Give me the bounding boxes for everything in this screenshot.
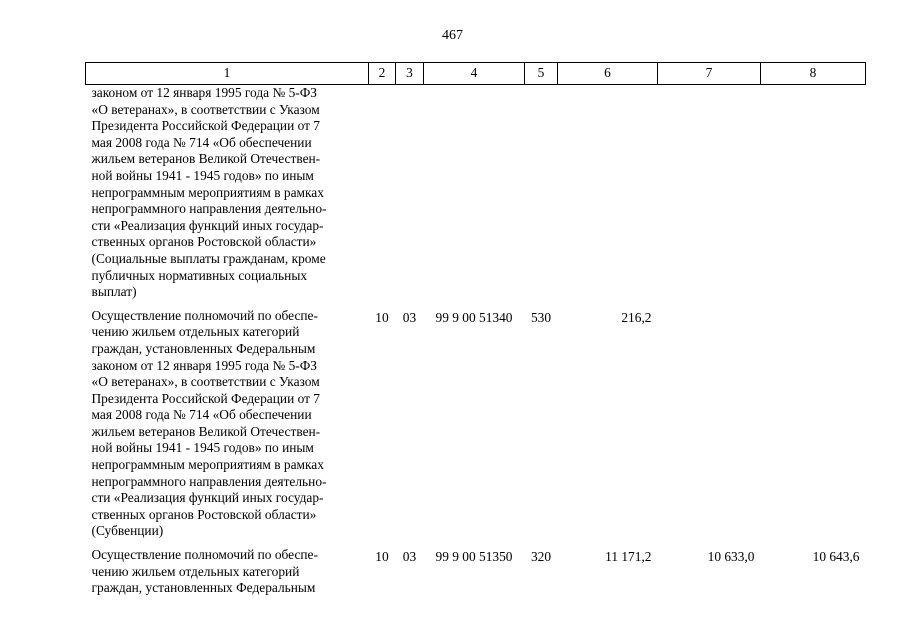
description-line: (Субвенции) — [91, 523, 164, 539]
description-line: чению жильем отдельных категорий — [91, 324, 300, 340]
description-line: законом от 12 января 1995 года № 5-ФЗ — [91, 357, 318, 373]
description-line: «О ветеранах», в соответствии с Указом — [91, 101, 320, 117]
col-header-5: 5 — [525, 63, 558, 85]
budget-table — [85, 62, 866, 597]
cell-section — [369, 85, 396, 301]
description-line: выплат) — [91, 284, 137, 300]
description-line: мая 2008 года № 714 «Об обеспечении — [91, 134, 312, 150]
description-line: непрограммным мероприятиям в рамках — [91, 184, 324, 200]
col-header-7: 7 — [658, 63, 761, 85]
description-line: ной войны 1941 - 1945 годов» по иным — [91, 440, 314, 456]
col-header-8: 8 — [761, 63, 866, 85]
cell-amount-col7: 10 633,0 — [707, 549, 755, 565]
cell-amount-col7 — [658, 85, 761, 301]
cell-target-code: 99 9 00 51340 — [435, 309, 513, 325]
cell-subsection — [396, 85, 424, 301]
cell-amount-col8: 10 643,6 — [812, 549, 860, 565]
col-header-3: 3 — [396, 63, 424, 85]
description-line: ной войны 1941 - 1945 годов» по иным — [91, 167, 314, 183]
table-row — [86, 308, 866, 540]
cell-expense-type — [525, 85, 558, 301]
table-row — [86, 547, 866, 597]
description-line: граждан, установленных Федеральным — [91, 580, 316, 596]
description-line: Президента Российской Федерации от 7 — [91, 118, 320, 134]
col-header-4: 4 — [424, 63, 525, 85]
description-line: Осуществление полномочий по обеспе- — [91, 547, 318, 563]
table-row — [86, 85, 866, 301]
description-line: непрограммного направления деятельно- — [91, 473, 327, 489]
header-row — [86, 63, 866, 85]
cell-amount-col6: 216,2 — [621, 309, 652, 325]
description-line: законом от 12 января 1995 года № 5-ФЗ — [91, 85, 318, 100]
description-line: чению жильем отдельных категорий — [91, 563, 300, 579]
description-line: жильем ветеранов Великой Отечествен- — [91, 151, 321, 167]
description-line: публичных нормативных социальных — [91, 267, 308, 283]
description-line: (Социальные выплаты гражданам, кроме — [91, 250, 326, 266]
description-line: Президента Российской Федерации от 7 — [91, 390, 320, 406]
cell-expense-type: 320 — [530, 549, 552, 565]
description-line: ственных органов Ростовской области» — [91, 234, 317, 250]
description-line: ственных органов Ростовской области» — [91, 506, 317, 522]
cell-amount-col8 — [761, 85, 866, 301]
row-description — [86, 547, 369, 597]
cell-amount-col7 — [658, 308, 761, 540]
col-header-2: 2 — [369, 63, 396, 85]
description-line: непрограммным мероприятиям в рамках — [91, 457, 324, 473]
cell-target-code: 99 9 00 51350 — [435, 549, 513, 565]
description-line: сти «Реализация функций иных государ- — [91, 217, 324, 233]
description-line: непрограммного направления деятельно- — [91, 201, 327, 217]
row-description — [86, 85, 369, 301]
cell-subsection: 03 — [402, 549, 417, 565]
description-line: Осуществление полномочий по обеспе- — [91, 307, 318, 323]
description-line: граждан, установленных Федеральным — [91, 340, 316, 356]
cell-amount-col6: 11 171,2 — [605, 549, 652, 565]
cell-section: 10 — [375, 309, 389, 325]
description-line: мая 2008 года № 714 «Об обеспечении — [91, 407, 312, 423]
description-line: сти «Реализация функций иных государ- — [91, 490, 324, 506]
description-line: «О ветеранах», в соответствии с Указом — [91, 374, 320, 390]
cell-section: 10 — [375, 549, 389, 565]
cell-amount-col8 — [761, 308, 866, 540]
page-number: 467 — [442, 28, 463, 43]
cell-subsection: 03 — [402, 309, 417, 325]
cell-amount-col6 — [558, 85, 658, 301]
col-header-1: 1 — [86, 63, 369, 85]
row-description — [86, 308, 369, 540]
cell-target-code — [424, 85, 525, 301]
description-line: жильем ветеранов Великой Отечествен- — [91, 423, 321, 439]
cell-expense-type: 530 — [530, 309, 552, 325]
col-header-6: 6 — [558, 63, 658, 85]
